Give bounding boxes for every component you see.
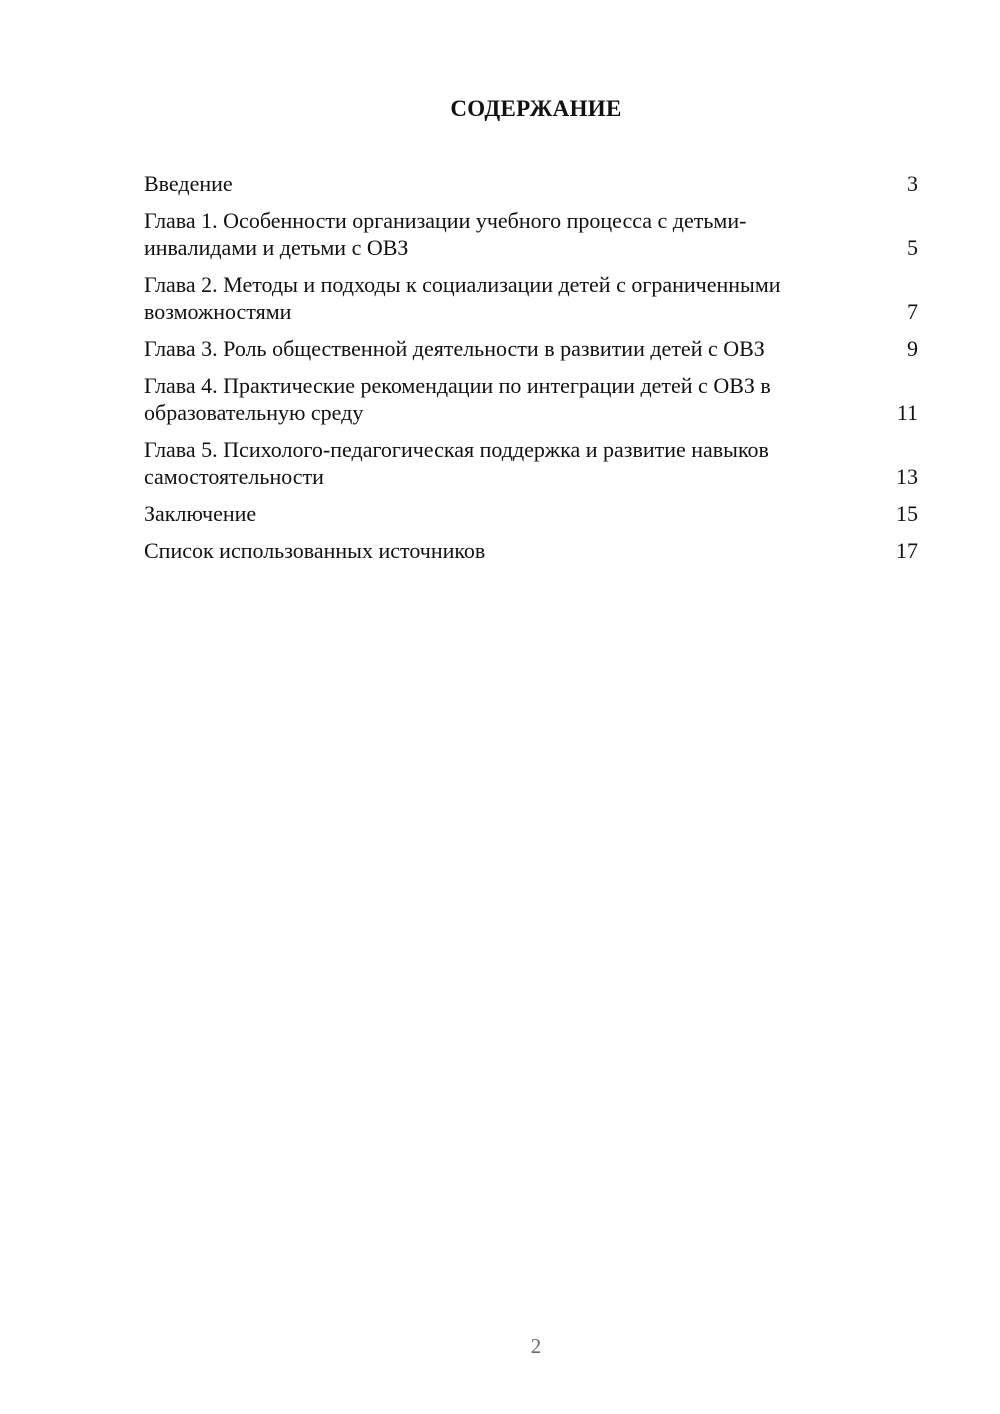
toc-entry-chapter-4 (144, 372, 918, 426)
toc-entry-text: Введение (144, 171, 233, 196)
toc-entry-text: Глава 2. Методы и подходы к социализации детей с ограниченными возможностями (144, 272, 781, 324)
toc-entry-chapter-3 (144, 335, 918, 362)
toc-entry-page: 13 (896, 464, 918, 489)
toc-entry-introduction (144, 170, 918, 197)
toc-title: СОДЕРЖАНИЕ (450, 96, 622, 121)
toc-entry-chapter-2 (144, 271, 918, 325)
toc-entry-chapter-5 (144, 436, 918, 490)
page-number: 2 (530, 1334, 542, 1358)
toc-entry-page: 7 (907, 299, 918, 324)
toc-entry-text: Глава 5. Психолого-педагогическая поддержка и развитие навыков самостоятельности (144, 437, 769, 489)
toc-entry-page: 17 (896, 538, 918, 563)
toc-entry-page: 11 (896, 400, 918, 425)
toc-entry-references (144, 537, 918, 564)
toc-entry-chapter-1 (144, 207, 918, 261)
toc-entry-text: Глава 4. Практические рекомендации по интеграции детей с ОВЗ в образовательную среду (144, 373, 771, 425)
toc-entry-text: Заключение (144, 501, 257, 526)
toc-entry-text: Список использованных источников (144, 538, 486, 563)
toc-entry-page: 9 (907, 336, 918, 361)
toc-entry-page: 3 (907, 171, 918, 196)
toc-entry-text: Глава 1. Особенности организации учебного процесса с детьми-инвалидами и детьми с ОВЗ (144, 208, 747, 260)
table-of-contents (144, 170, 918, 574)
toc-entry-page: 15 (896, 501, 918, 526)
toc-entry-conclusion (144, 500, 918, 527)
toc-entry-text: Глава 3. Роль общественной деятельности в развитии детей с ОВЗ (144, 336, 765, 361)
toc-entry-page: 5 (907, 235, 918, 260)
